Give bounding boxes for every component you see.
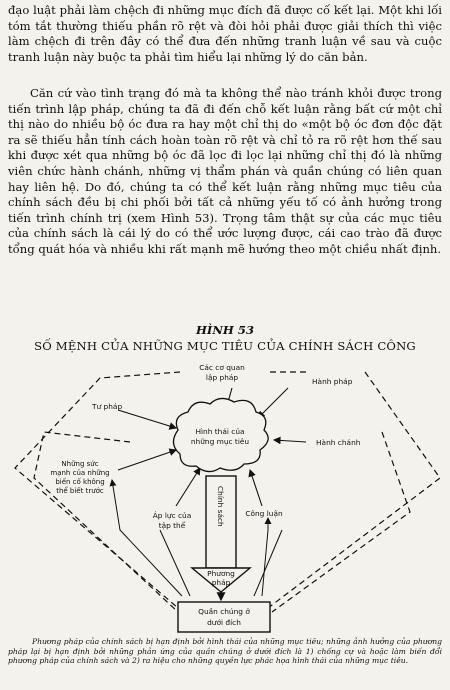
arrow-events-to-goals (118, 450, 176, 470)
arrow-opinion-to-goals (250, 470, 262, 506)
figure-title: SỐ MỆNH CỦA NHỮNG MỤC TIÊU CỦA CHÍNH SÁCH CÔNG (34, 339, 416, 353)
arrow-judiciary-to-goals (118, 410, 176, 428)
label-events-line-4: thể biết trước (56, 487, 104, 495)
label-goals-form-line-2: những mục tiêu (190, 437, 250, 446)
dashed-line-left-inner (34, 432, 178, 612)
label-events-line-2: mạnh của những (50, 469, 110, 477)
label-method-line-2: pháp (211, 578, 231, 587)
label-goals-form-line-1: Hình thái của (195, 427, 245, 436)
label-events-line-1: Những sức (61, 460, 99, 468)
label-policy: Chính sách (216, 486, 225, 527)
feedback-line-inner-left (160, 530, 190, 596)
label-public-line-1: Quần chúng ở (198, 607, 250, 616)
label-events-line-3: biến cố không (55, 478, 105, 486)
arrow-pressure-to-goals (176, 468, 200, 506)
figure-caption: Phương pháp của chính sách bị hạn định bởi hình thái của những mục tiêu; những ảnh hưởng của phương pháp lại bị hạn định bởi những phản ứng của quần chúng ở dưới đích là 1) chống cự và hoặc làm biến đổi phương pháp của chính sách và 2) ra hiệu cho những quyền lực phác họa hình thái của những mục tiêu. (8, 637, 442, 666)
label-group-pressure (153, 511, 192, 530)
feedback-line-inner-right (254, 530, 282, 596)
figure-number: HÌNH 53 (195, 323, 255, 337)
arrow-administration-to-goals (274, 440, 306, 442)
body-paragraph-2: Căn cứ vào tình trạng đó mà ta không thể nào tránh khỏi được trong tiến trình lập pháp, chúng ta đã đi đến chỗ kết luận rằng bất cứ một chỉ thị nào do nhiều bộ óc đưa ra hay một chỉ thị do «một bộ óc đơn độc đặt ra sẽ thiếu hẳn tính cách hoàn toàn rõ rệt và chỉ tỏ ra rõ rệt hơn thế sau khi được xét qua những bộ óc đã lọc đi lọc lại những chỉ thị đó là những viên chức hành chánh, những vị thẩm phán và quần chúng có liên quan hay liên hệ. Do đó, chúng ta có thể kết luận rằng những mục tiêu của chính sách đều bị chi phối bởi tất cả những yếu tố có ảnh hưởng trong tiến trình chính trị (xem Hình 53). Trọng tâm thật sự của các mục tiêu của chính sách là cái lý do có thể ước lượng được, cái cao trào đã được tổng quát hóa và nhiều khi rất mạnh mẽ hướng theo một chiều nhất định. (8, 86, 442, 256)
label-public-opinion: Công luận (245, 509, 283, 518)
label-judiciary: Tư pháp (92, 402, 123, 411)
label-unforeseen-events (50, 460, 109, 495)
label-pressure-line-1: Áp lực của (152, 511, 192, 520)
label-legislative-line-2: lập pháp (205, 373, 239, 382)
label-pressure-line-2: tập thể (158, 521, 186, 530)
feedback-line-left (112, 480, 182, 596)
label-legislative-line-1: Các cơ quan (199, 363, 245, 372)
label-executive: Hành pháp (312, 377, 353, 386)
label-legislative (199, 363, 245, 382)
label-goals-form (191, 427, 250, 446)
label-administration: Hành chánh (316, 438, 361, 447)
arrow-executive-to-goals (258, 388, 288, 418)
body-paragraph-1: đạo luật phải làm chệch đi những mục đích đã được cố kết lại. Một khi lối tóm tắt thường thiếu phần rõ rệt và đòi hỏi phải được giải thích thì việc làm chệch đi trên đây có thể đưa đến những tranh luận về sau và cuộc tranh luận này buộc ta phải tìm hiểu lại những lý do căn bản. (8, 3, 442, 64)
label-method-line-1: Phương (207, 569, 235, 578)
dashed-line-right-inner (272, 432, 410, 612)
dashed-line-right-upper (268, 372, 440, 608)
label-public-line-2: dưới đích (207, 618, 241, 627)
feedback-line-right (262, 518, 268, 596)
